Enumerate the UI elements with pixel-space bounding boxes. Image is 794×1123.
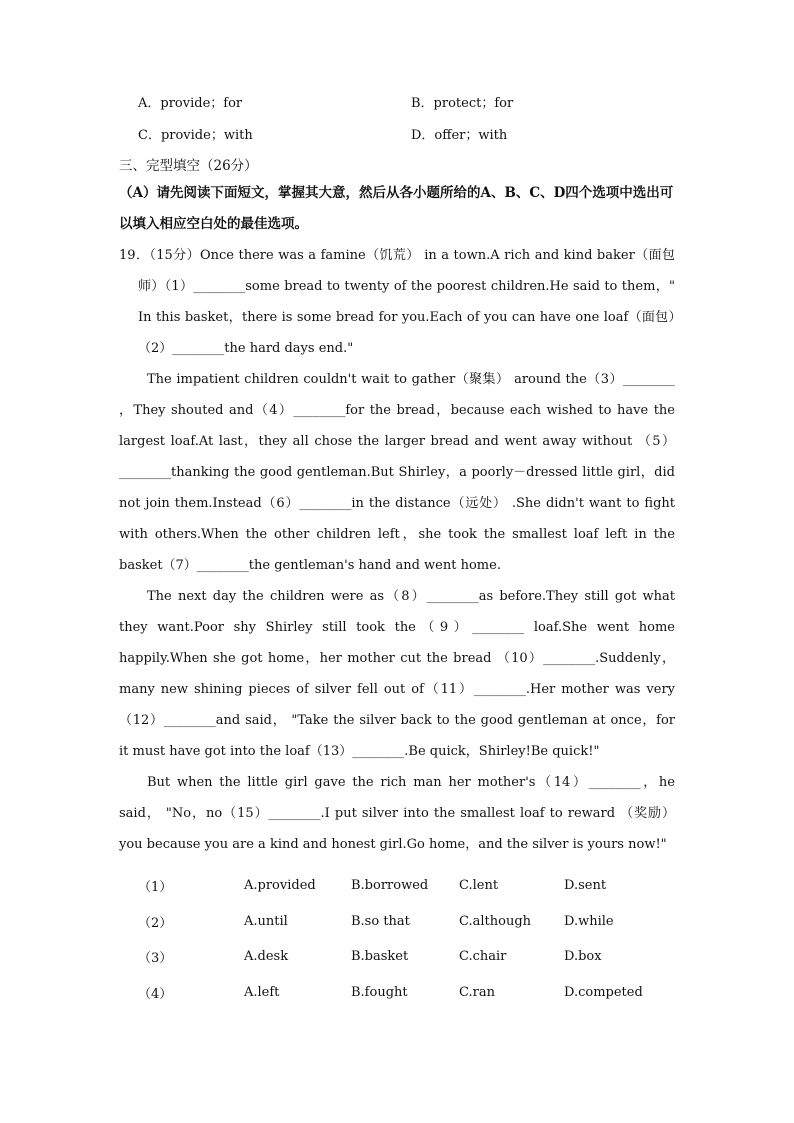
option-a: A．provide；for xyxy=(138,96,243,111)
question-number: （1） xyxy=(138,880,173,896)
question-number: （4） xyxy=(138,986,173,1002)
choice-c: C.lent xyxy=(459,878,499,894)
question-number: （3） xyxy=(138,951,173,967)
question-number: （2） xyxy=(138,915,173,931)
choice-b: B.borrowed xyxy=(351,878,429,894)
choice-d: D.competed xyxy=(564,984,643,1000)
choice-c: C.ran xyxy=(459,984,495,1000)
choice-b: B.basket xyxy=(351,949,409,965)
passage-paragraph-2: The impatient children couldn't wait to gather（聚集） around the（3）________ ，They shouted and（4）________for the bread，because each wished to have the largest loaf.At last，they all chose the larger bread and went away without （5）________thanking the good gentleman.But Shirley，a poorly－dressed little girl，did not join them.Instead（6）________in the distance（远处） .She didn't want to fight with others.When the other children left，she took the smallest loaf left in the basket（7）________the gentleman's hand and went home. xyxy=(119,372,675,573)
choice-row xyxy=(138,939,674,975)
instruction: （A）请先阅读下面短文，掌握其大意，然后从各小题所给的A、B、C、D四个选项中选出可以填入相应空白处的最佳选项。 xyxy=(119,185,674,232)
passage-paragraph-4: But when the little girl gave the rich man her mother's（14）________，he said， "No，no（15）________.I put silver into the smallest loaf to reward （奖励） you because you are a kind and honest girl.Go home，and the silver is yours now!" xyxy=(119,775,675,852)
choice-a: A.left xyxy=(244,984,280,1000)
choice-d: D.box xyxy=(564,949,602,965)
choice-row xyxy=(138,868,674,904)
choice-c: C.although xyxy=(459,913,532,929)
choice-row xyxy=(138,975,674,1011)
passage-paragraph-3: The next day the children were as（8）________as before.They still got what they want.Poor shy Shirley still took the（9）________ loaf.She went home happily.When she got home，her mother cut the bread （10）________.Suddenly，many new shining pieces of silver fell out of（11）________.Her mother was very（12）________and said， "Take the silver back to the good gentleman at once，for it must have got into the loaf（13）________.Be quick，Shirley!Be quick!" xyxy=(119,589,675,759)
passage xyxy=(119,240,675,860)
choice-a: A.until xyxy=(244,913,288,929)
choice-c: C.chair xyxy=(459,949,507,965)
choice-d: D.while xyxy=(564,913,614,929)
option-b: B．protect；for xyxy=(411,96,514,111)
choice-a: A.provided xyxy=(244,878,316,894)
choice-d: D.sent xyxy=(564,878,607,894)
choices-table xyxy=(138,868,674,1010)
option-c: C．provide；with xyxy=(138,128,253,143)
option-d: D．offer；with xyxy=(411,128,508,143)
choice-b: B.fought xyxy=(351,984,408,1000)
choice-row xyxy=(138,904,674,940)
passage-paragraph-1: 19．（15分）Once there was a famine（饥荒） in a town.A rich and kind baker（面包师）（1）________some bread to twenty of the poorest children.He said to them，" In this basket，there is some bread for you.Each of you can have one loaf（面包）（2）________the hard days end." xyxy=(119,248,675,356)
section-title: 三、完型填空（26分） xyxy=(119,158,258,174)
choice-b: B.so that xyxy=(351,913,410,929)
choice-a: A.desk xyxy=(244,949,289,965)
